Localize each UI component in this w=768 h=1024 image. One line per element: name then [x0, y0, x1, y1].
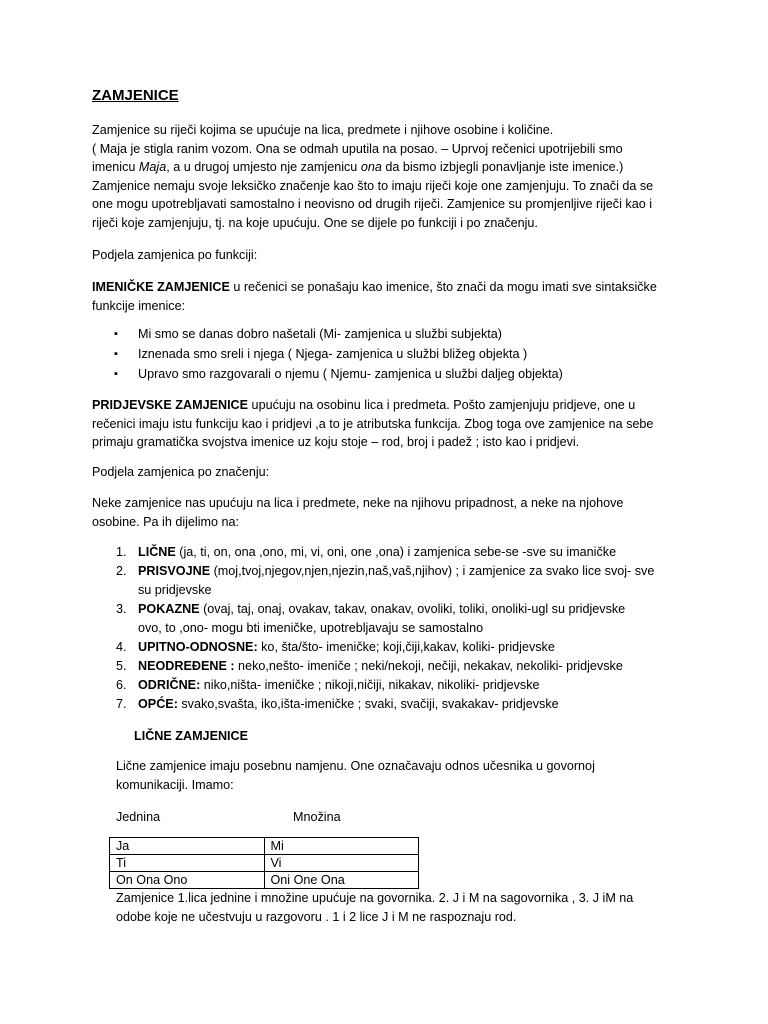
list-item [92, 543, 692, 562]
type-text: (moj,tvoj,njegov,njen,njezin,naš,vaš,njihov) ; i zamjenice za svako lice svoj- sve [210, 564, 655, 578]
type-term: ODRIČNE: [138, 678, 201, 692]
type-term: POKAZNE [138, 602, 200, 616]
by-meaning-heading: Podjela zamjenica po značenju: [92, 465, 270, 479]
list-item: ▪ Mi smo se danas dobro našetali (Mi- zamjenica u službi subjekta) [92, 324, 692, 344]
intro-line [92, 158, 682, 177]
type-text: (ja, ti, on, ona ,ono, mi, vi, oni, one ,ona) i zamjenica sebe-se -sve su imaničke [175, 545, 617, 559]
closing-line: Zamjenice 1.lica jednine i množine upućuje na govornika. 2. J i M na sagovornika , 3. J iM na [116, 891, 634, 905]
licne-heading: LIČNE ZAMJENICE [134, 729, 249, 743]
pridjevske-paragraph [92, 396, 682, 452]
intro-line: Zamjenice nemaju svoje leksičko značenje kao što to imaju riječi koje one zamjenjuju. To znači da se [92, 178, 654, 193]
list-item [92, 562, 692, 600]
example-word-ona: ona [360, 160, 382, 174]
type-term: UPITNO-ODNOSNE: [138, 640, 258, 654]
type-term: NEODREĐENE : [138, 659, 235, 673]
closing-line: odobe koje ne učestvuju u razgovoru . 1 i 2 lice J i M ne raspoznaju rod. [116, 909, 517, 924]
item-number: 7. [116, 697, 127, 711]
type-text: ko, šta/što- imeničke; koji,čiji,kakav, koliki- pridjevske [257, 640, 555, 654]
intro-line: riječi koje zamjenjuju, tj. na koje upućuju. One se dijele po funkciji i po značenju. [92, 215, 538, 230]
pridjevske-text: upućuju na osobinu lica i predmeta. Pošto zamjenjuju pridjeve, one u [248, 398, 636, 412]
type-text: (ovaj, taj, onaj, ovakav, takav, onakav, ovoliki, toliki, onoliki-ugl su pridjevske [199, 602, 626, 616]
intro-line: ( Maja je stigla ranim vozom. Ona se odmah uputila na posao. – Uprvoj rečenici upotrijebili smo [92, 141, 623, 156]
table-cell: Mi [264, 838, 419, 855]
meaning-intro-line: Neke zamjenice nas upućuju na lica i predmete, neke na njihovu pripadnost, a neke na njohove [92, 496, 624, 510]
licne-intro-line: komunikaciji. Imamo: [116, 777, 234, 792]
column-head-singular: Jednina [116, 810, 161, 824]
pronoun-table [109, 837, 419, 889]
list-item [92, 657, 692, 676]
item-number: 3. [116, 602, 127, 616]
table-cell: Ti [110, 855, 265, 872]
by-function-heading: Podjela zamjenica po funkciji: [92, 248, 258, 262]
table-row [110, 872, 419, 889]
imenicke-line [92, 278, 682, 297]
table-cell: Oni One Ona [264, 872, 419, 889]
example-bullet-list [92, 324, 692, 384]
list-item [92, 600, 692, 638]
pridjevske-line: rečenici imaju istu funkciju kao i pridjevi ,a to je atributska funkcija. Zbog toga ove zamjenice na sebe [92, 416, 654, 431]
table-row [110, 855, 419, 872]
imenicke-term: IMENIČKE ZAMJENICE [92, 280, 230, 294]
type-text-cont: ovo, to ,ono- mogu bti imeničke, upotrebljavaju se samostalno [138, 621, 484, 635]
pronoun-types-list [92, 543, 692, 714]
list-item: ▪ Iznenada smo sreli i njega ( Njega- zamjenica u službi bližeg objekta ) [92, 344, 692, 364]
table-row [110, 838, 419, 855]
type-text: niko,ništa- imeničke ; nikoji,ničiji, nikakav, nikoliki- pridjevske [200, 678, 540, 692]
intro-paragraph [92, 121, 682, 232]
pridjevske-term: PRIDJEVSKE ZAMJENICE [92, 398, 249, 412]
column-head-plural: Množina [293, 810, 341, 824]
item-number: 1. [116, 545, 127, 559]
intro-text: , a u drugoj umjesto nje zamjenicu [166, 160, 361, 174]
pridjevske-line [92, 396, 682, 415]
list-item [92, 676, 692, 695]
type-term: LIČNE [138, 545, 176, 559]
list-item [92, 638, 692, 657]
list-item [92, 695, 692, 714]
table-cell: Ja [110, 838, 265, 855]
intro-text: da bismo izbjegli ponavljanje iste imenice.) [381, 160, 624, 174]
type-term: OPĆE: [138, 697, 178, 711]
meaning-intro-line: osobine. Pa ih dijelimo na: [92, 514, 240, 529]
imenicke-line: funkcije imenice: [92, 298, 186, 313]
item-number: 5. [116, 659, 127, 673]
item-number: 6. [116, 678, 127, 692]
table-cell: Vi [264, 855, 419, 872]
imenicke-paragraph [92, 278, 682, 315]
list-item: ▪ Upravo smo razgovarali o njemu ( Njemu- zamjenica u službi daljeg objekta) [92, 364, 692, 384]
imenicke-text: u rečenici se ponašaju kao imenice, što znači da mogu imati sve sintaksičke [229, 280, 657, 294]
example-word-maja: Maja [138, 160, 167, 174]
closing-paragraph [116, 889, 676, 926]
item-number: 2. [116, 564, 127, 578]
licne-intro-line: Lične zamjenice imaju posebnu namjenu. One označavaju odnos učesnika u govornoj [116, 759, 595, 773]
type-text-cont: su pridjevske [138, 583, 212, 597]
intro-line: Zamjenice su riječi kojima se upućuje na lica, predmete i njihove osobine i količine. [92, 123, 554, 137]
licne-intro-paragraph [116, 757, 676, 794]
intro-text: imenicu [92, 160, 139, 174]
type-text: neko,nešto- imeniče ; neki/nekoji, nečiji, nekakav, nekoliki- pridjevske [234, 659, 623, 673]
meaning-intro-paragraph [92, 494, 682, 531]
type-text: svako,svašta, iko,išta-imeničke ; svaki, svačiji, svakakav- pridjevske [177, 697, 559, 711]
item-number: 4. [116, 640, 127, 654]
type-term: PRISVOJNE [138, 564, 211, 578]
page-title: ZAMJENICE [92, 87, 179, 104]
table-cell: On Ona Ono [110, 872, 265, 889]
pridjevske-line: primaju gramatička svojstva imenice uz koju stoje – rod, broj i padež ; isto kao i pridjevi. [92, 435, 580, 449]
intro-line: one mogu upotrebljavati samostalno i neovisno od drugih riječi. Zamjenice su promjenljive riječi kao i [92, 197, 653, 211]
